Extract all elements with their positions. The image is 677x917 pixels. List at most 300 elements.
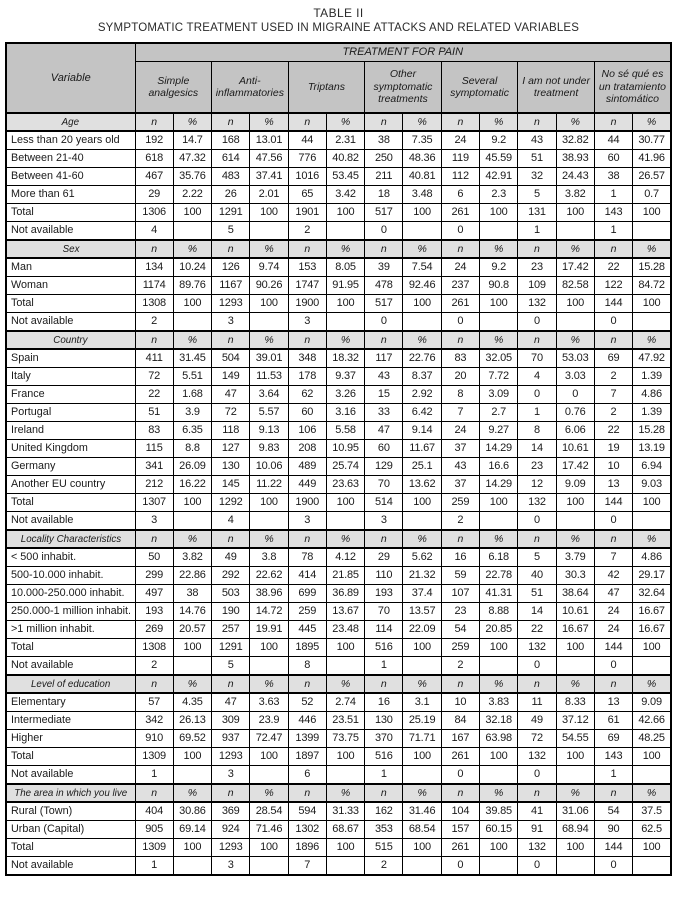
cell-n: 8 [441, 386, 479, 404]
cell-percent: 14.29 [480, 476, 518, 494]
cell-percent: 3.63 [250, 693, 288, 712]
cell-n: 144 [594, 494, 632, 512]
row-label: Total [6, 639, 135, 657]
cell-n: 114 [365, 621, 403, 639]
cell-n: 1302 [288, 821, 326, 839]
row-label: Not available [6, 657, 135, 676]
table-row [6, 693, 671, 712]
cell-percent: 0.7 [633, 186, 671, 204]
col-subheader-pct: % [480, 331, 518, 349]
cell-n: 51 [135, 404, 173, 422]
cell-percent: 5.62 [403, 548, 441, 567]
cell-percent: 100 [633, 839, 671, 857]
table-row [6, 258, 671, 277]
col-subheader-n: n [288, 240, 326, 258]
cell-percent: 100 [403, 839, 441, 857]
section-name: Age [6, 113, 135, 131]
row-label: Spain [6, 349, 135, 368]
cell-n: 489 [288, 458, 326, 476]
cell-percent: 2.3 [480, 186, 518, 204]
cell-percent: 30.77 [633, 131, 671, 150]
cell-n: 24 [441, 258, 479, 277]
cell-percent: 16.67 [556, 621, 594, 639]
cell-percent: 10.95 [326, 440, 364, 458]
row-label: Total [6, 494, 135, 512]
col-subheader-pct: % [250, 675, 288, 693]
cell-percent: 39.85 [480, 802, 518, 821]
section-name: Locality Characteristics [6, 530, 135, 548]
cell-percent: 13.67 [326, 603, 364, 621]
cell-percent: 14.76 [173, 603, 211, 621]
cell-percent: 29.17 [633, 567, 671, 585]
cell-n: 47 [594, 585, 632, 603]
cell-percent: 7.35 [403, 131, 441, 150]
cell-percent: 16.67 [633, 603, 671, 621]
cell-n: 149 [212, 368, 250, 386]
row-label: Rural (Town) [6, 802, 135, 821]
cell-n: 5 [212, 657, 250, 676]
row-label: Intermediate [6, 712, 135, 730]
cell-percent [480, 512, 518, 531]
cell-n: 261 [441, 295, 479, 313]
cell-percent: 32.05 [480, 349, 518, 368]
cell-percent: 3.9 [173, 404, 211, 422]
cell-percent: 9.37 [326, 368, 364, 386]
cell-percent [633, 222, 671, 241]
cell-n: 478 [365, 277, 403, 295]
cell-n: 33 [365, 404, 403, 422]
cell-n: 292 [212, 567, 250, 585]
header-row-span [6, 43, 671, 62]
col-subheader-pct: % [480, 784, 518, 802]
col-subheader-pct: % [556, 240, 594, 258]
cell-percent: 31.45 [173, 349, 211, 368]
cell-percent: 14.72 [250, 603, 288, 621]
cell-n: 51 [518, 150, 556, 168]
section-name: Sex [6, 240, 135, 258]
cell-percent: 69.52 [173, 730, 211, 748]
cell-percent: 82.58 [556, 277, 594, 295]
cell-percent: 48.25 [633, 730, 671, 748]
cell-percent: 100 [633, 494, 671, 512]
cell-percent: 62.5 [633, 821, 671, 839]
cell-percent: 5.58 [326, 422, 364, 440]
col-subheader-n: n [212, 784, 250, 802]
col-subheader-pct: % [250, 784, 288, 802]
cell-percent: 0 [556, 386, 594, 404]
cell-percent: 100 [403, 204, 441, 222]
col-subheader-n: n [288, 331, 326, 349]
cell-n: 1900 [288, 295, 326, 313]
col-subheader-pct: % [326, 113, 364, 131]
cell-percent: 100 [173, 748, 211, 766]
cell-percent: 9.09 [556, 476, 594, 494]
cell-n: 1 [135, 766, 173, 785]
cell-percent: 72.47 [250, 730, 288, 748]
cell-n: 1306 [135, 204, 173, 222]
cell-n: 44 [288, 131, 326, 150]
cell-percent: 30.86 [173, 802, 211, 821]
cell-percent: 2.01 [250, 186, 288, 204]
cell-percent: 13.57 [403, 603, 441, 621]
cell-percent: 100 [173, 639, 211, 657]
col-subheader-n: n [365, 530, 403, 548]
cell-n: 112 [441, 168, 479, 186]
col-subheader-n: n [365, 784, 403, 802]
cell-percent: 3.03 [556, 368, 594, 386]
cell-percent [250, 657, 288, 676]
col-subheader-pct: % [556, 530, 594, 548]
col-subheader-pct: % [633, 113, 671, 131]
cell-n: 7 [594, 386, 632, 404]
cell-n: 504 [212, 349, 250, 368]
cell-n: 237 [441, 277, 479, 295]
cell-percent: 8.8 [173, 440, 211, 458]
cell-n: 69 [594, 730, 632, 748]
cell-percent: 22.86 [173, 567, 211, 585]
cell-n: 1308 [135, 639, 173, 657]
col-subheader-pct: % [403, 240, 441, 258]
row-label: Higher [6, 730, 135, 748]
cell-n: 0 [594, 657, 632, 676]
col-subheader-n: n [288, 675, 326, 693]
cell-n: 1 [135, 857, 173, 876]
table-row [6, 404, 671, 422]
cell-percent: 71.46 [250, 821, 288, 839]
cell-percent: 9.13 [250, 422, 288, 440]
col-subheader-n: n [288, 530, 326, 548]
col-subheader-n: n [594, 530, 632, 548]
cell-n: 594 [288, 802, 326, 821]
cell-n: 414 [288, 567, 326, 585]
cell-n: 193 [365, 585, 403, 603]
cell-n: 70 [365, 476, 403, 494]
col-subheader-n: n [441, 240, 479, 258]
cell-n: 144 [594, 839, 632, 857]
cell-n: 369 [212, 802, 250, 821]
cell-n: 44 [594, 131, 632, 150]
cell-percent: 100 [556, 639, 594, 657]
cell-n: 0 [441, 222, 479, 241]
cell-n: 59 [441, 567, 479, 585]
col-subheader-pct: % [633, 530, 671, 548]
cell-n: 72 [135, 368, 173, 386]
cell-n: 937 [212, 730, 250, 748]
cell-percent [480, 222, 518, 241]
cell-n: 514 [365, 494, 403, 512]
cell-percent: 38.64 [556, 585, 594, 603]
cell-percent: 100 [326, 839, 364, 857]
cell-percent [250, 766, 288, 785]
cell-n: 0 [518, 313, 556, 332]
cell-n: 8 [288, 657, 326, 676]
cell-n: 15 [365, 386, 403, 404]
cell-percent: 40.81 [403, 168, 441, 186]
cell-percent: 100 [326, 295, 364, 313]
cell-n: 107 [441, 585, 479, 603]
cell-n: 515 [365, 839, 403, 857]
col-subheader-pct: % [326, 331, 364, 349]
cell-n: 0 [518, 386, 556, 404]
cell-percent: 4.86 [633, 386, 671, 404]
cell-n: 1308 [135, 295, 173, 313]
table-row [6, 222, 671, 241]
group-header-triptans: Triptans [288, 62, 365, 114]
cell-n: 1897 [288, 748, 326, 766]
col-subheader-n: n [518, 675, 556, 693]
cell-n: 257 [212, 621, 250, 639]
cell-percent: 73.75 [326, 730, 364, 748]
cell-percent: 4.35 [173, 693, 211, 712]
table-row [6, 204, 671, 222]
cell-n: 250 [365, 150, 403, 168]
col-subheader-pct: % [633, 784, 671, 802]
table-row [6, 857, 671, 876]
cell-n: 11 [518, 693, 556, 712]
cell-n: 614 [212, 150, 250, 168]
row-label: Less than 20 years old [6, 131, 135, 150]
cell-percent: 6.94 [633, 458, 671, 476]
cell-percent: 47.56 [250, 150, 288, 168]
cell-percent: 3.82 [173, 548, 211, 567]
cell-percent: 100 [403, 494, 441, 512]
cell-percent: 25.19 [403, 712, 441, 730]
table-row [6, 422, 671, 440]
table-title: TABLE II [313, 6, 364, 20]
table-row [6, 277, 671, 295]
cell-percent: 100 [556, 204, 594, 222]
cell-percent: 45.59 [480, 150, 518, 168]
cell-n: 26 [212, 186, 250, 204]
cell-n: 42 [594, 567, 632, 585]
treatment-for-pain-header: TREATMENT FOR PAIN [135, 43, 671, 62]
cell-percent: 17.42 [556, 458, 594, 476]
cell-n: 127 [212, 440, 250, 458]
cell-percent: 10.24 [173, 258, 211, 277]
cell-percent: 100 [480, 748, 518, 766]
table-row [6, 621, 671, 639]
table-row [6, 168, 671, 186]
cell-percent [403, 313, 441, 332]
col-subheader-pct: % [403, 113, 441, 131]
cell-percent: 23.51 [326, 712, 364, 730]
cell-percent: 37.12 [556, 712, 594, 730]
row-label: 10.000-250.000 inhabit. [6, 585, 135, 603]
cell-percent: 11.67 [403, 440, 441, 458]
cell-n: 16 [441, 548, 479, 567]
cell-percent: 100 [326, 204, 364, 222]
cell-n: 2 [594, 404, 632, 422]
row-label: Urban (Capital) [6, 821, 135, 839]
cell-percent: 100 [326, 748, 364, 766]
cell-n: 259 [441, 494, 479, 512]
cell-percent: 38.96 [250, 585, 288, 603]
table-row [6, 585, 671, 603]
cell-n: 1291 [212, 204, 250, 222]
cell-percent: 9.74 [250, 258, 288, 277]
group-header-simple-analgesics: Simple analgesics [135, 62, 212, 114]
col-subheader-pct: % [480, 530, 518, 548]
cell-n: 269 [135, 621, 173, 639]
col-subheader-pct: % [480, 675, 518, 693]
cell-percent: 32.18 [480, 712, 518, 730]
cell-percent: 100 [250, 204, 288, 222]
col-subheader-n: n [365, 331, 403, 349]
cell-n: 132 [518, 295, 556, 313]
cell-percent: 100 [633, 748, 671, 766]
cell-n: 7 [288, 857, 326, 876]
cell-percent: 19.91 [250, 621, 288, 639]
cell-n: 192 [135, 131, 173, 150]
col-subheader-pct: % [403, 784, 441, 802]
table-subtitle: SYMPTOMATIC TREATMENT USED IN MIGRAINE ATTACKS AND RELATED VARIABLES [97, 22, 580, 34]
cell-percent: 10.61 [556, 603, 594, 621]
cell-percent: 7.54 [403, 258, 441, 277]
cell-n: 65 [288, 186, 326, 204]
table-row [6, 802, 671, 821]
cell-percent: 6.06 [556, 422, 594, 440]
cell-n: 5 [518, 186, 556, 204]
col-subheader-pct: % [250, 240, 288, 258]
cell-percent: 92.46 [403, 277, 441, 295]
cell-n: 83 [135, 422, 173, 440]
col-subheader-pct: % [633, 240, 671, 258]
cell-n: 167 [441, 730, 479, 748]
table-row [6, 295, 671, 313]
col-subheader-n: n [135, 784, 173, 802]
cell-n: 52 [288, 693, 326, 712]
cell-n: 61 [594, 712, 632, 730]
cell-n: 0 [594, 857, 632, 876]
cell-n: 2 [441, 657, 479, 676]
cell-n: 43 [365, 368, 403, 386]
cell-n: 47 [212, 693, 250, 712]
cell-n: 23 [518, 258, 556, 277]
col-subheader-pct: % [326, 240, 364, 258]
cell-n: 467 [135, 168, 173, 186]
cell-percent: 35.76 [173, 168, 211, 186]
table-row [6, 748, 671, 766]
cell-n: 43 [518, 131, 556, 150]
row-label: 500-10.000 inhabit. [6, 567, 135, 585]
col-subheader-pct: % [480, 240, 518, 258]
cell-n: 211 [365, 168, 403, 186]
row-label: Another EU country [6, 476, 135, 494]
cell-percent: 100 [480, 639, 518, 657]
cell-n: 0 [441, 857, 479, 876]
cell-n: 7 [594, 548, 632, 567]
cell-percent: 84.72 [633, 277, 671, 295]
cell-percent: 68.67 [326, 821, 364, 839]
table-row [6, 386, 671, 404]
group-header-anti-inflammatories: Anti-inflammatories [212, 62, 289, 114]
row-label: Woman [6, 277, 135, 295]
cell-n: 3 [288, 512, 326, 531]
col-subheader-n: n [441, 331, 479, 349]
col-subheader-n: n [441, 784, 479, 802]
cell-n: 299 [135, 567, 173, 585]
cell-n: 104 [441, 802, 479, 821]
cell-percent: 53.45 [326, 168, 364, 186]
cell-percent [633, 766, 671, 785]
table-row [6, 150, 671, 168]
cell-percent: 100 [556, 748, 594, 766]
cell-percent: 16.67 [633, 621, 671, 639]
cell-n: 517 [365, 204, 403, 222]
cell-n: 1 [594, 766, 632, 785]
cell-n: 404 [135, 802, 173, 821]
cell-n: 3 [212, 313, 250, 332]
cell-percent: 39.01 [250, 349, 288, 368]
cell-n: 7 [441, 404, 479, 422]
cell-n: 110 [365, 567, 403, 585]
cell-percent: 31.33 [326, 802, 364, 821]
cell-percent [326, 313, 364, 332]
cell-n: 370 [365, 730, 403, 748]
cell-percent: 91.95 [326, 277, 364, 295]
table-row [6, 349, 671, 368]
section-header-row [6, 331, 671, 349]
row-label: Ireland [6, 422, 135, 440]
cell-n: 1900 [288, 494, 326, 512]
table-row [6, 313, 671, 332]
cell-n: 1016 [288, 168, 326, 186]
cell-n: 130 [212, 458, 250, 476]
col-subheader-n: n [518, 240, 556, 258]
cell-n: 60 [288, 404, 326, 422]
col-subheader-n: n [518, 113, 556, 131]
cell-n: 3 [135, 512, 173, 531]
cell-n: 70 [365, 603, 403, 621]
cell-n: 1309 [135, 748, 173, 766]
cell-percent: 100 [633, 295, 671, 313]
cell-n: 106 [288, 422, 326, 440]
cell-n: 1291 [212, 639, 250, 657]
cell-n: 153 [288, 258, 326, 277]
cell-n: 261 [441, 839, 479, 857]
cell-percent: 42.91 [480, 168, 518, 186]
cell-percent [633, 657, 671, 676]
cell-percent [403, 766, 441, 785]
table-row [6, 766, 671, 785]
cell-n: 445 [288, 621, 326, 639]
cell-percent: 48.36 [403, 150, 441, 168]
cell-percent [250, 313, 288, 332]
cell-n: 19 [594, 440, 632, 458]
cell-percent: 21.32 [403, 567, 441, 585]
cell-n: 411 [135, 349, 173, 368]
cell-n: 24 [441, 131, 479, 150]
cell-percent: 9.2 [480, 131, 518, 150]
cell-percent: 3.1 [403, 693, 441, 712]
col-subheader-n: n [594, 240, 632, 258]
cell-n: 90 [594, 821, 632, 839]
col-subheader-n: n [212, 675, 250, 693]
row-label: 250.000-1 million inhabit. [6, 603, 135, 621]
col-subheader-n: n [594, 675, 632, 693]
cell-percent: 30.3 [556, 567, 594, 585]
cell-n: 0 [518, 857, 556, 876]
cell-percent: 6.35 [173, 422, 211, 440]
cell-n: 119 [441, 150, 479, 168]
cell-n: 126 [212, 258, 250, 277]
cell-n: 72 [212, 404, 250, 422]
cell-percent: 37.41 [250, 168, 288, 186]
cell-percent: 38 [173, 585, 211, 603]
row-label: < 500 inhabit. [6, 548, 135, 567]
cell-percent: 17.42 [556, 258, 594, 277]
cell-n: 115 [135, 440, 173, 458]
